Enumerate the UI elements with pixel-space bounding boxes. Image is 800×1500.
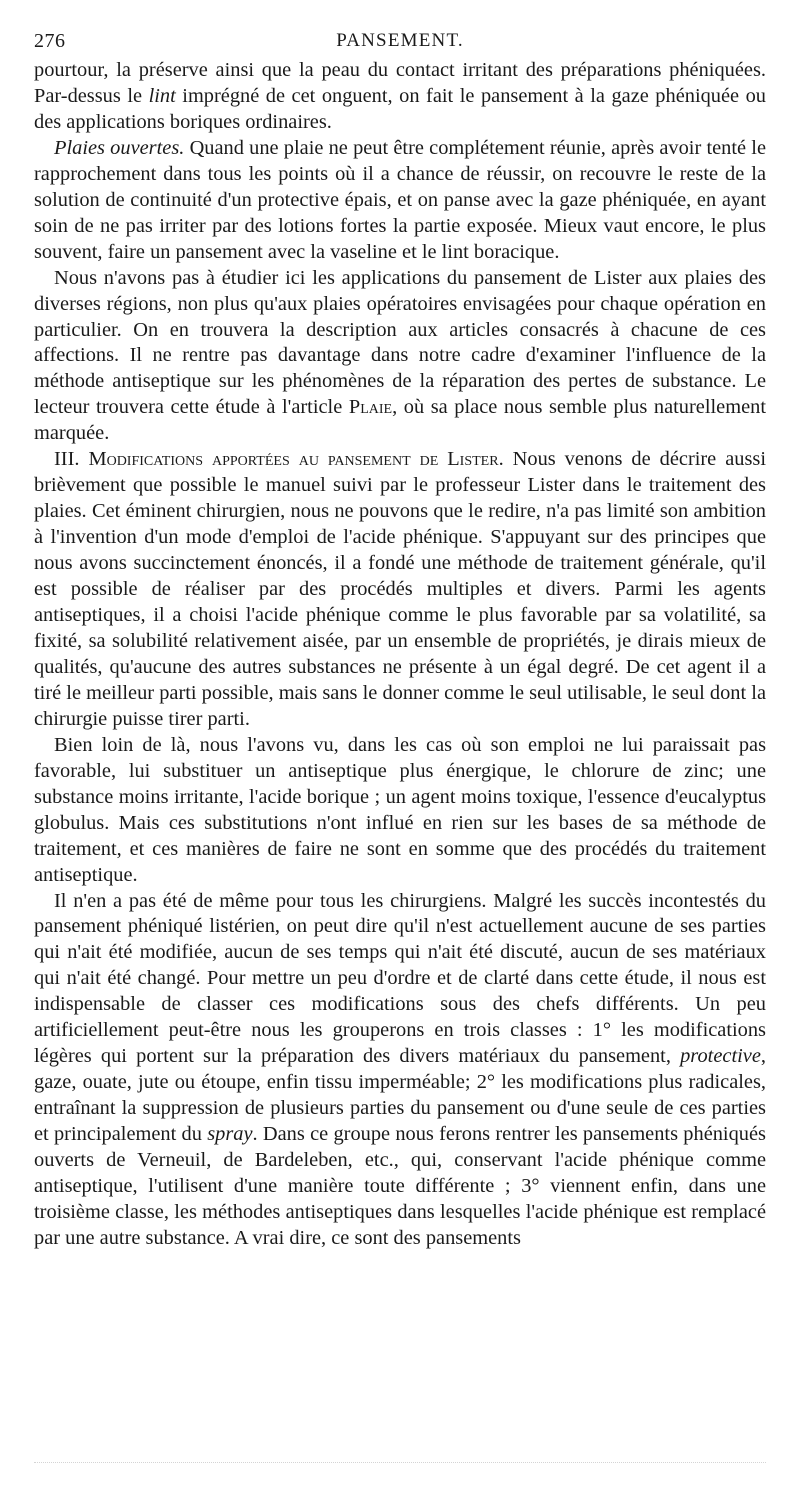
paragraph-p2	[34, 136, 766, 266]
book-page	[34, 30, 766, 1252]
paragraph-text: Il n'en a pas été de même pour tous les chirurgiens. Malgré les succès incontestés du pansement phéniqué listérien, on peut dire qu'il n'est actuellement aucune de ses parties qui n'ait été modifiée, aucun de ses temps qui n'ait été discuté, aucun de ses matériaux qui n'ait été changé. Pour mettre un peu d'ordre et de clarté dans cette étude, il nous est indispensable de classer ces modifications sous des chefs différents. Un peu artificiellement peut-être nous les grouperons en trois classes : 1° les modifications légères qui portent sur la préparation des divers matériaux du pansement,	[34, 889, 766, 1068]
paragraph-text: III.	[54, 448, 89, 471]
page-number: 276	[34, 30, 66, 52]
paragraph-text: , où sa place nous semble plus naturellement marquée.	[34, 396, 766, 445]
paragraph-text: Quand une plaie ne peut être complétement réunie, après avoir tenté le rapprochement dans tous les points où il a chance de réussir, on recouvre le reste de la solution de continuité d'un protective épais, et on panse avec la gaze phéniquée, en ayant soin de ne pas irriter par des lotions fortes la partie exposée. Mieux vaut encore, le plus souvent, faire un pansement avec la vaseline et le lint boracique.	[34, 136, 766, 263]
paragraph-p3	[34, 266, 766, 448]
paragraph-p1	[34, 58, 766, 136]
paragraph-p5	[34, 733, 766, 889]
italic-text: spray	[207, 1123, 253, 1146]
paragraph-text: Nous venons de décrire aussi brièvement que possible le manuel suivi par le professeur Lister dans le traitement des plaies. Cet éminent chirurgien, nous ne pouvons que le redire, n'a pas limité son ambition à l'invention d'un mode d'emploi de l'acide phénique. S'appuyant sur des principes que nous avons succinctement énoncés, il a fondé une méthode de traitement générale, qu'il est possible de réaliser par des procédés multiples et divers. Parmi les agents antiseptiques, il a choisi l'acide phénique comme le plus favorable par sa volatilité, sa fixité, sa solubilité relativement aisée, par un ensemble de propriétés, je dirais mieux de qualités, qu'aucune des autres substances ne présente à un égal degré. De cet agent il a tiré le meilleur parti possible, mais sans le donner comme le seul utilisable, le seul dont la chirurgie puisse tirer parti.	[34, 448, 766, 730]
paragraph-text: Bien loin de là, nous l'avons vu, dans les cas où son emploi ne lui paraissait pas favorable, lui substituer un antiseptique plus énergique, le chlorure de zinc; une substance moins irritante, l'acide borique ; un agent moins toxique, l'essence d'eucalyptus globulus. Mais ces substitutions n'ont influé en rien sur les bases de sa méthode de traitement, et ces manières de faire ne sont en somme que des procédés du traitement antiseptique.	[34, 733, 766, 886]
page-bottom-specks	[34, 1462, 766, 1469]
paragraph-text: pourtour, la préserve ainsi que la peau du contact irritant des préparations phéniquées. Par-dessus le	[34, 59, 766, 107]
paragraph-p6	[34, 889, 766, 1252]
paragraph-text: Nous n'avons pas à étudier ici les applications du pansement de Lister aux plaies des diverses régions, non plus qu'aux plaies opératoires envisagées pour chaque opération en particulier. On en trouvera la description aux articles consacrés à chacune de ces affections. Il ne rentre pas davantage dans notre cadre d'examiner l'influence de la méthode antiseptique sur les phénomènes de la réparation des pertes de substance. Le lecteur trouvera cette étude à l'article	[34, 266, 766, 419]
paragraph-text: , gaze, ouate, jute ou étoupe, enfin tissu imperméable; 2° les modifications plus radicales, entraînant la suppression de plusieurs parties du pansement ou d'une seule de ces parties et principalement du	[34, 1045, 766, 1146]
paragraph-p4	[34, 447, 766, 732]
running-head	[34, 30, 766, 56]
small-caps-text: Plaie	[348, 396, 393, 419]
italic-text: Plaies ouvertes.	[54, 136, 185, 159]
italic-text: protective	[680, 1045, 761, 1068]
paragraph-text: . Dans ce groupe nous ferons rentrer les pansements phéniqués ouverts de Verneuil, de Bardeleben, etc., qui, conservant l'acide phénique comme antiseptique, l'utilisent d'une manière toute différente ; 3° viennent enfin, dans une troisième classe, les méthodes antiseptiques dans lesquelles l'acide phénique est remplacé par une autre substance. A vrai dire, ce sont des pansements	[34, 1123, 766, 1249]
body-text	[34, 58, 766, 1252]
small-caps-text: Modifications apportées au pansement de Lister.	[88, 448, 504, 471]
page-heading: PANSEMENT.	[336, 30, 464, 51]
paragraph-text: imprégné de cet onguent, on fait le pansement à la gaze phéniquée ou des applications boriques ordinaires.	[34, 84, 766, 133]
italic-text: lint	[148, 84, 176, 107]
